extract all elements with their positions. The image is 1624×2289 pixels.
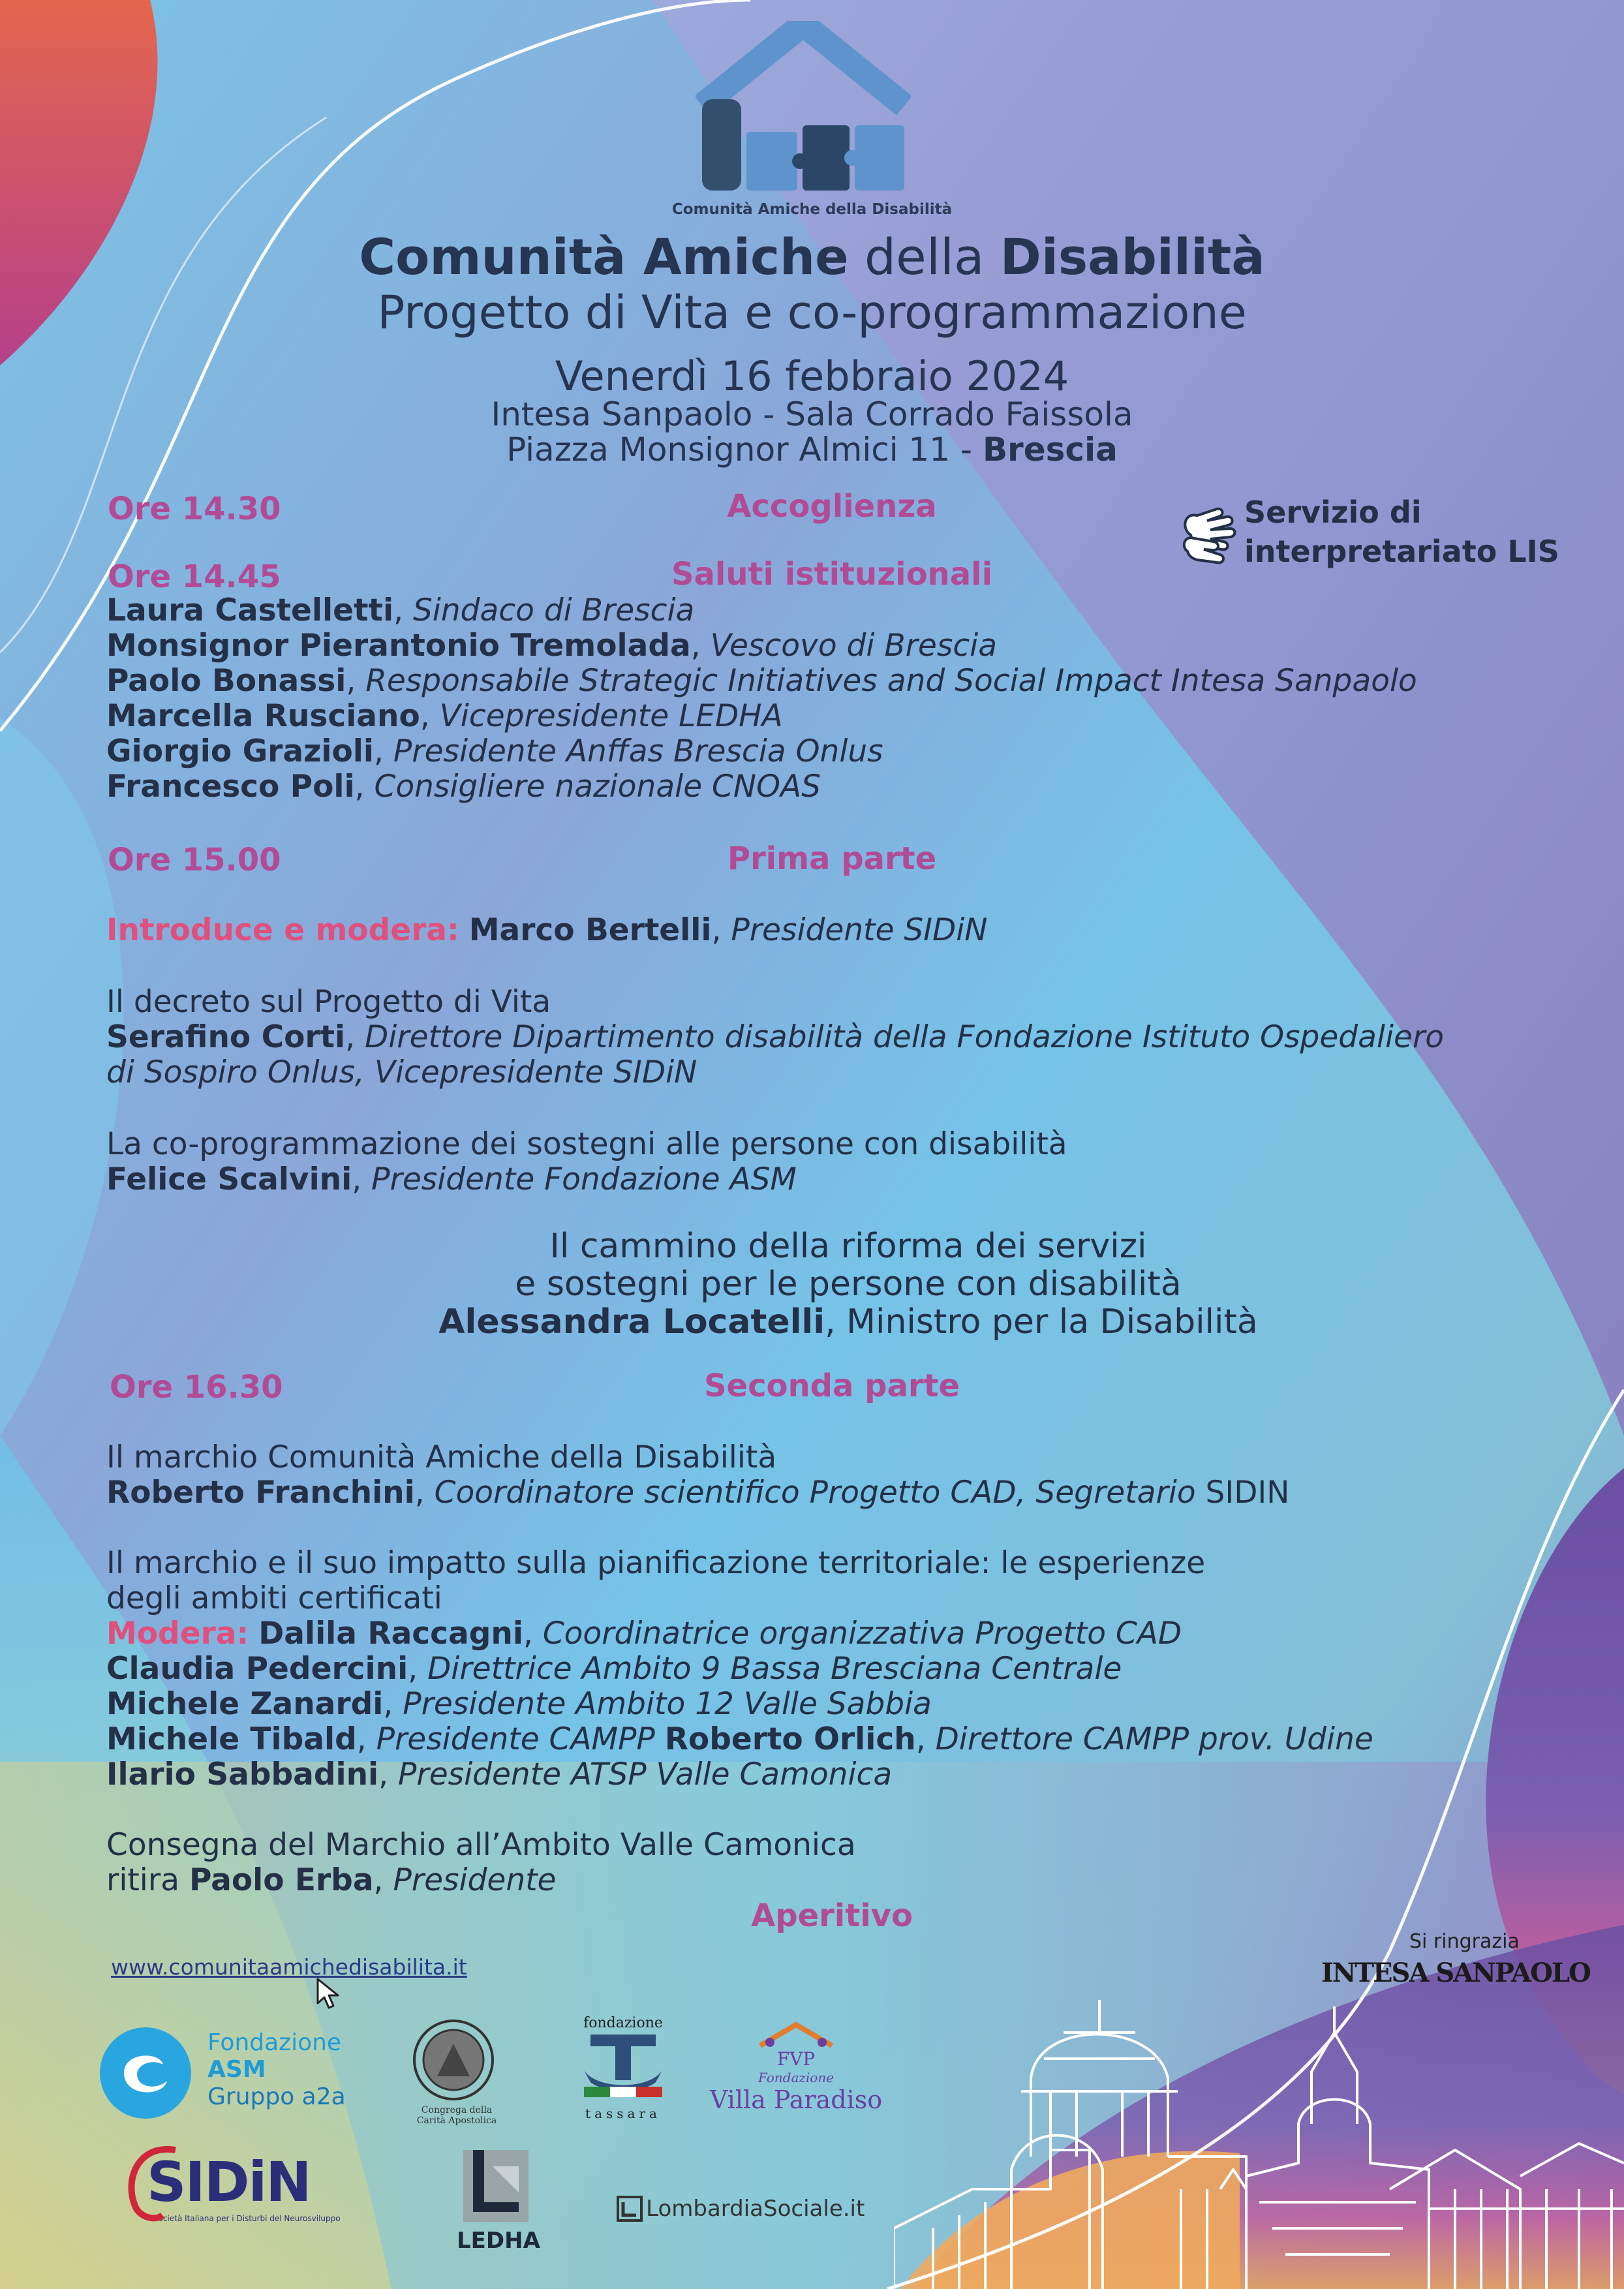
- sign-language-hands-icon: [1178, 502, 1236, 568]
- page-title: [0, 227, 1624, 286]
- tassara-bottom: tassara: [585, 2106, 661, 2121]
- tassara-top: fondazione: [583, 2015, 663, 2031]
- speaker-role: Consigliere nazionale CNOAS: [374, 769, 821, 805]
- anchor-icon: [577, 2031, 669, 2103]
- lombardia-sociale-logo: [617, 2196, 865, 2222]
- title-part: Comunità Amiche: [359, 228, 849, 286]
- lis-line: Servizio di: [1244, 495, 1422, 530]
- list-item: Monsignor Pierantonio Tremolada, Vescovo di Brescia: [106, 628, 998, 664]
- list-item: Giorgio Grazioli, Presidente Anffas Brescia Onlus: [106, 733, 883, 769]
- fondazione-tassara-logo: [574, 2015, 672, 2121]
- sponsor-logo: INTESA SANPAOLO: [1321, 1958, 1590, 1988]
- closing-title: Aperitivo: [751, 1897, 913, 1934]
- speaker-name: Felice Scalvini: [106, 1161, 352, 1197]
- event-date: Venerdì 16 febbraio 2024: [555, 352, 1069, 400]
- sidin-swoosh-icon: [123, 2143, 182, 2222]
- title-part: Disabilità: [1000, 228, 1265, 286]
- address: [0, 431, 1624, 469]
- speaker-role: Presidente Fondazione ASM: [371, 1161, 797, 1197]
- speaker-name: Marco Bertelli: [468, 912, 712, 948]
- address-street: Piazza Monsignor Almici 11 -: [506, 431, 983, 469]
- ledha-name: LEDHA: [457, 2228, 540, 2254]
- award-prefix: ritira: [106, 1862, 189, 1898]
- moderator-label: Modera:: [106, 1616, 249, 1651]
- ls-mark-icon: [617, 2196, 643, 2222]
- section-title: Seconda parte: [703, 1368, 960, 1404]
- speaker-name: Giorgio Grazioli: [106, 733, 375, 769]
- sidin-name: SIDiN: [147, 2150, 311, 2214]
- speaker-role: Direttore CAMPP prov. Udine: [935, 1721, 1373, 1757]
- lombardia-name: LombardiaSociale.it: [646, 2196, 865, 2222]
- lis-service: [1244, 493, 1559, 572]
- speaker-role: Coordinatrice organizzativa Progetto CAD: [542, 1616, 1182, 1651]
- address-city: Brescia: [982, 431, 1118, 469]
- list-item: Michele Tibald, Presidente CAMPP Roberto Orlich, Direttore CAMPP prov. Udine: [106, 1721, 1373, 1757]
- keynote: [0, 1227, 1624, 1342]
- thanks-label: Si ringrazia: [1409, 1930, 1520, 1953]
- fvp-initials: FVP: [776, 2048, 816, 2070]
- sidin-logo: [127, 2150, 341, 2223]
- time-label: Ore 15.00: [108, 842, 281, 878]
- speaker-role-tail: SIDIN: [1205, 1475, 1290, 1511]
- congrega-line: Carità Apostolica: [416, 2115, 497, 2126]
- ledha-logo: [457, 2147, 540, 2254]
- subtitle: Progetto di Vita e co-programmazione: [377, 286, 1247, 339]
- speaker-name: Roberto Orlich: [664, 1721, 916, 1757]
- time-label: Ore 16.30: [110, 1369, 283, 1406]
- moderator-line: Introduce e modera: Marco Bertelli, Presidente SIDiN: [106, 912, 988, 948]
- fvp-line: Fondazione: [758, 2070, 835, 2085]
- speaker-name: Monsignor Pierantonio Tremolada: [106, 628, 691, 664]
- speaker-role: Sindaco di Brescia: [412, 592, 695, 628]
- speaker-name: Ilario Sabbadini: [106, 1757, 379, 1792]
- talk-speaker: Serafino Corti, Direttore Dipartimento disabilità della Fondazione Istituto Ospedaliero: [106, 1019, 1445, 1055]
- greetings-list: [106, 592, 1417, 804]
- talk-topic: Il marchio Comunità Amiche della Disabilità: [106, 1439, 777, 1475]
- brescia-skyline-illustration: [894, 1993, 1624, 2289]
- speaker-role: Presidente Ambito 12 Valle Sabbia: [403, 1686, 932, 1722]
- list-item: Marcella Rusciano, Vicepresidente LEDHA: [106, 698, 783, 734]
- speaker-name: Alessandra Locatelli: [438, 1302, 825, 1342]
- congrega-line: Congrega della: [421, 2105, 493, 2115]
- speaker-name: Roberto Franchini: [106, 1475, 415, 1511]
- section-title: Accoglienza: [727, 488, 937, 525]
- title-part: della: [848, 228, 1000, 286]
- section-title: Prima parte: [727, 840, 937, 877]
- cursor-icon: [316, 1977, 343, 2010]
- talk-speaker: Felice Scalvini, Presidente Fondazione ASM: [106, 1161, 797, 1197]
- speaker-role: Vescovo di Brescia: [710, 628, 998, 664]
- speaker-role: Presidente SIDiN: [731, 912, 988, 948]
- list-item: Ilario Sabbadini, Presidente ATSP Valle Camonica: [106, 1757, 893, 1792]
- speaker-role: Ministro per la Disabilità: [846, 1302, 1258, 1342]
- speaker-name: Marcella Rusciano: [106, 698, 420, 734]
- lis-line: interpretariato LIS: [1244, 533, 1559, 569]
- speaker-name: Serafino Corti: [106, 1019, 346, 1055]
- time-label: Ore 14.30: [108, 491, 281, 527]
- ledha-mark-icon: [457, 2147, 535, 2225]
- list-item: Claudia Pedercini, Direttrice Ambito 9 Bassa Bresciana Centrale: [106, 1651, 1122, 1687]
- speaker-name: Dalila Raccagni: [258, 1616, 523, 1651]
- speaker-role: Coordinatore scientifico Progetto CAD, Segretario: [434, 1475, 1196, 1511]
- talk-topic: Il marchio e il suo impatto sulla pianificazione territoriale: le esperienze: [106, 1545, 1206, 1581]
- time-label: Ore 14.45: [108, 559, 281, 595]
- sidin-subtitle: Società Italiana per i Disturbi del Neurosviluppo: [153, 2214, 341, 2223]
- talk-topic-cont: degli ambiti certificati: [106, 1580, 442, 1616]
- website-link[interactable]: www.comunitaamichedisabilita.it: [111, 1954, 467, 1980]
- fondazione-asm-logo: [98, 2029, 372, 2110]
- speaker-name: Francesco Poli: [106, 769, 355, 805]
- speaker-role: Presidente: [393, 1862, 557, 1898]
- section-title: Saluti istituzionali: [671, 556, 993, 592]
- speaker-name: Paolo Erba: [189, 1862, 374, 1898]
- list-item: Paolo Bonassi, Responsabile Strategic Initiatives and Social Impact Intesa Sanpaolo: [106, 663, 1417, 699]
- speaker-role: Direttrice Ambito 9 Bassa Bresciana Centrale: [427, 1651, 1122, 1687]
- award-speaker: ritira Paolo Erba, Presidente: [106, 1862, 557, 1898]
- talk-topic: La co-programmazione dei sostegni alle persone con disabilità: [106, 1126, 1067, 1162]
- asm-line: Fondazione: [207, 2029, 342, 2056]
- award-line: Consegna del Marchio all’Ambito Valle Camonica: [106, 1827, 856, 1863]
- venue: Intesa Sanpaolo - Sala Corrado Faissola: [491, 395, 1133, 433]
- seal-icon: [411, 2018, 496, 2102]
- asm-line: Gruppo a2a: [207, 2083, 346, 2110]
- talk-topic: Il decreto sul Progetto di Vita: [106, 984, 551, 1020]
- talk-speaker-cont: [106, 1054, 697, 1090]
- speaker-name: Michele Tibald: [106, 1721, 357, 1757]
- moderator-label: Introduce e modera:: [106, 912, 459, 948]
- speaker-role: Presidente CAMPP: [376, 1721, 655, 1757]
- fvp-line: Villa Paradiso: [709, 2085, 883, 2114]
- speaker-name: Michele Zanardi: [106, 1686, 384, 1722]
- list-item: Francesco Poli, Consigliere nazionale CNOAS: [106, 769, 821, 805]
- keynote-speaker: Alessandra Locatelli, Ministro per la Disabilità: [438, 1302, 1258, 1342]
- speaker-role: Direttore Dipartimento disabilità della Fondazione Istituto Ospedaliero: [365, 1019, 1445, 1055]
- speaker-role: Presidente ATSP Valle Camonica: [398, 1757, 893, 1792]
- list-item: Michele Zanardi, Presidente Ambito 12 Valle Sabbia: [106, 1686, 932, 1722]
- asm-mark-icon: [98, 2025, 193, 2121]
- talk-speaker: Roberto Franchini, Coordinatore scientifico Progetto CAD, Segretario SIDIN: [106, 1475, 1290, 1511]
- house-puzzle-icon: [696, 21, 911, 196]
- moderator-line: Modera: Dalila Raccagni, Coordinatrice organizzativa Progetto CAD: [106, 1616, 1182, 1651]
- speaker-role: Presidente Anffas Brescia Onlus: [393, 733, 883, 769]
- keynote-line: e sostegni per le persone con disabilità: [515, 1265, 1182, 1304]
- speaker-name: Claudia Pedercini: [106, 1651, 408, 1687]
- keynote-line: Il cammino della riforma dei servizi: [549, 1227, 1147, 1266]
- logo-caption: Comunità Amiche della Disabilità: [671, 201, 953, 218]
- congrega-logo: [411, 2018, 502, 2126]
- list-item: Laura Castelletti, Sindaco di Brescia: [106, 592, 695, 628]
- speaker-role: Vicepresidente LEDHA: [439, 698, 783, 734]
- speaker-name: Paolo Bonassi: [106, 663, 346, 699]
- speaker-name: Laura Castelletti: [106, 592, 394, 628]
- villa-paradiso-logo: [698, 2020, 894, 2114]
- speaker-role: Responsabile Strategic Initiatives and Social Impact Intesa Sanpaolo: [365, 663, 1417, 699]
- asm-line: ASM: [207, 2056, 266, 2083]
- speaker-role: di Sospiro Onlus, Vicepresidente SIDiN: [106, 1054, 697, 1090]
